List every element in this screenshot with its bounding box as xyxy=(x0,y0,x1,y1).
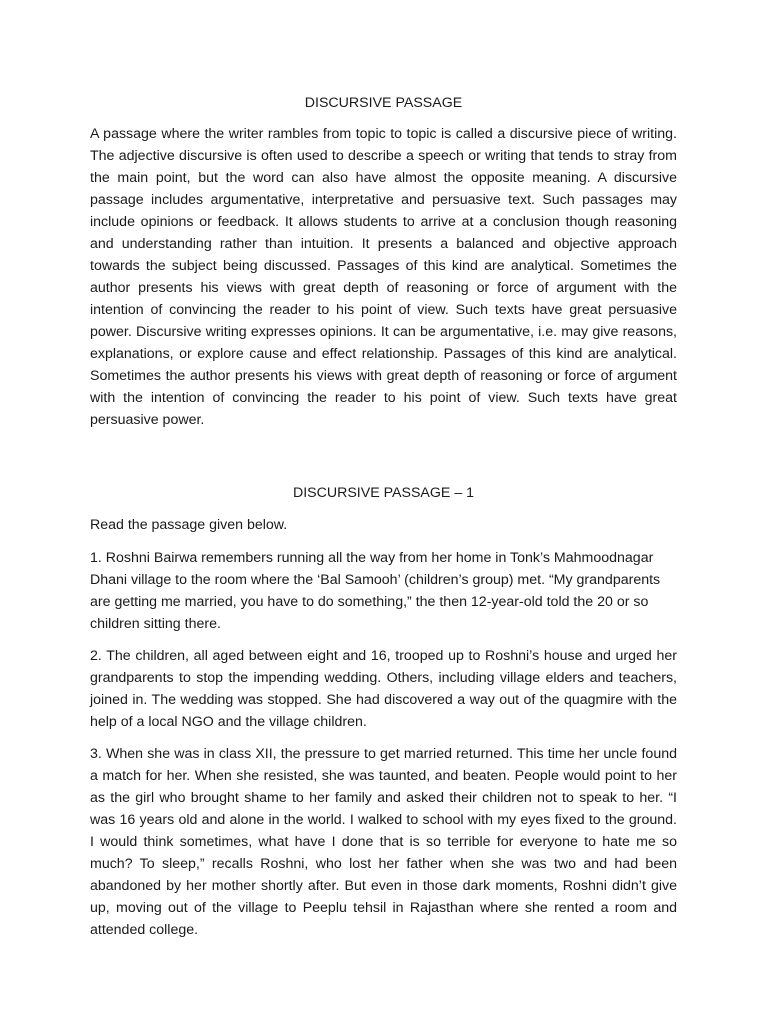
reading-instruction: Read the passage given below. xyxy=(90,517,288,533)
section-2-title: DISCURSIVE PASSAGE – 1 xyxy=(292,485,475,501)
passage-paragraph-2: 2. The children, all aged between eight and 16, trooped up to Roshni’s house and urged her grandparents to stop the impending wedding. Others, including village elders and teachers, joined in. The wedding was stopped. She had discovered a way out of the quagmire with the help of a local NGO and the village children. xyxy=(90,648,677,730)
passage-paragraph-3: 3. When she was in class XII, the pressure to get married returned. This time her uncle found a match for her. When she resisted, she was taunted, and beaten. People would point to her as the girl who brought shame to her family and asked their children not to speak to her. “I was 16 years old and alone in the world. I walked to school with my eyes fixed to the ground. I would think sometimes, what have I done that is so terrible for everyone to hate me so much? To sleep,” recalls Roshni, who lost her father when she was two and had been abandoned by her mother shortly after. But even in those dark moments, Roshni didn’t give up, moving out of the village to Peeplu tehsil in Rajasthan where she rented a room and attended college. xyxy=(90,746,677,938)
section-1-title: DISCURSIVE PASSAGE xyxy=(304,95,463,111)
section-1-body: A passage where the writer rambles from topic to topic is called a discursive piece of writing. The adjective discursive is often used to describe a speech or writing that tends to stray from the main point, but the word can also have almost the opposite meaning. A discursive passage includes argumentative, interpretative and persuasive text. Such passages may include opinions or feedback. It allows students to arrive at a conclusion though reasoning and understanding rather than intuition. It presents a balanced and objective approach towards the subject being discussed. Passages of this kind are analytical. Sometimes the author presents his views with great depth of reasoning or force of argument with the intention of convincing the reader to his point of view. Such texts have great persuasive power. Discursive writing expresses opinions. It can be argumentative, i.e. may give reasons, explanations, or explore cause and effect relationship. Passages of this kind are analytical. Sometimes the author presents his views with great depth of reasoning or force of argument with the intention of convincing the reader to his point of view. Such texts have great persuasive power. xyxy=(90,126,677,428)
document-page xyxy=(90,92,677,951)
passage-paragraph-1: 1. Roshni Bairwa remembers running all the way from her home in Tonk’s Mahmoodnagar Dhani village to the room where the ‘Bal Samooh’ (children’s group) met. “My grandparents are getting me married, you have to do something,” the then 12-year-old told the 20 or so children sitting there. xyxy=(90,550,661,632)
